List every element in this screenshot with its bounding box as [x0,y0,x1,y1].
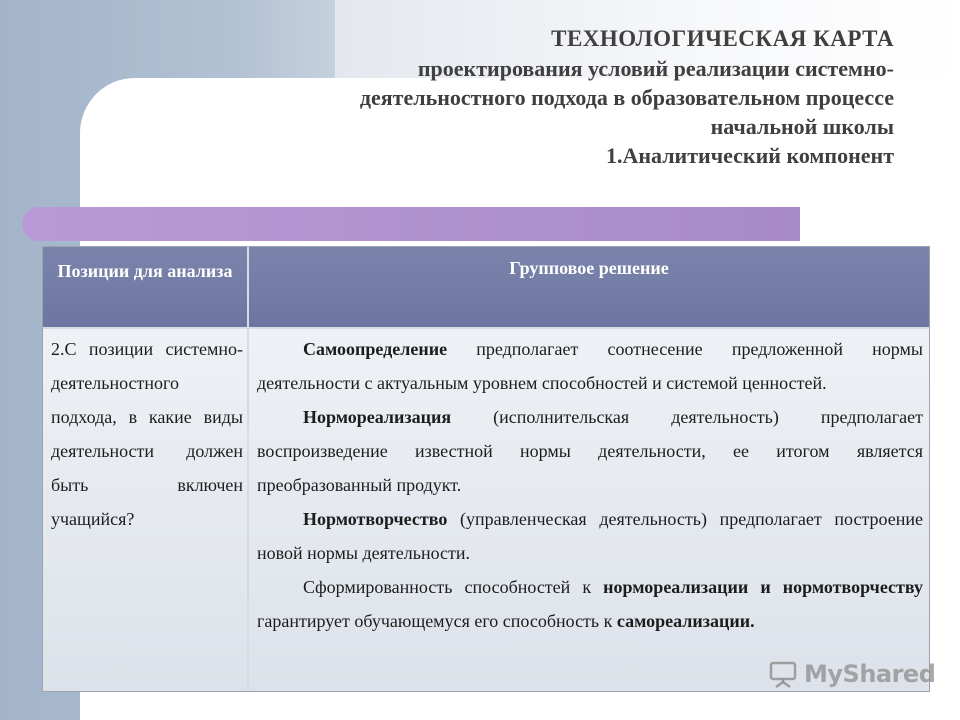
paragraph-norm-creation [257,502,923,570]
decorative-purple-bar [22,207,800,241]
paragraph-norm-realization [257,400,923,502]
conclusion-bold-2: самореализации. [616,611,755,631]
paragraph-conclusion [257,570,923,638]
term-norm-realization: Нормореализация [303,407,452,427]
question-text: 2.С позиции системно-деятельностного подхода, в какие виды деятельности должен быть включен учащийся? [51,339,243,529]
cell-answer [249,329,929,691]
text-self-determination: предполагает соотнесение предложенной нормы деятельности с актуальным уровнем способностей и системой ценностей. [257,339,923,393]
analysis-table [42,246,930,692]
title-line-3: деятельностного подхода в образовательном процессе [359,85,894,110]
text-norm-creation: (управленческая деятельность) предполагает построение новой нормы деятельности. [257,509,923,563]
header-positions: Позиции для анализа [43,247,247,327]
title-line-5: 1.Аналитический компонент [605,143,894,168]
title-line-4: начальной школы [710,114,894,139]
header-group-decision: Групповое решение [249,247,929,327]
presentation-board-icon [768,659,798,689]
title-line-1: ТЕХНОЛОГИЧЕСКАЯ КАРТА [551,26,894,51]
watermark-text: MyShared [804,660,936,688]
cell-question [43,329,247,691]
text-norm-realization: (исполнительская деятельность) предполагает воспроизведение известной нормы деятельности, ее итогом является преобразованный продукт. [257,407,923,495]
slide-title [134,24,894,170]
paragraph-self-determination [257,332,923,400]
myshared-watermark [768,654,935,694]
term-norm-creation: Нормотворчество [303,509,448,529]
title-line-2: проектирования условий реализации системно- [417,56,894,81]
term-self-determination: Самоопределение [303,339,448,359]
conclusion-text-1: Сформированность способностей к [303,577,604,597]
conclusion-text-2: гарантирует обучающемуся его способность к [257,611,617,631]
conclusion-bold-1: нормореализации и нормотворчеству [603,577,923,597]
